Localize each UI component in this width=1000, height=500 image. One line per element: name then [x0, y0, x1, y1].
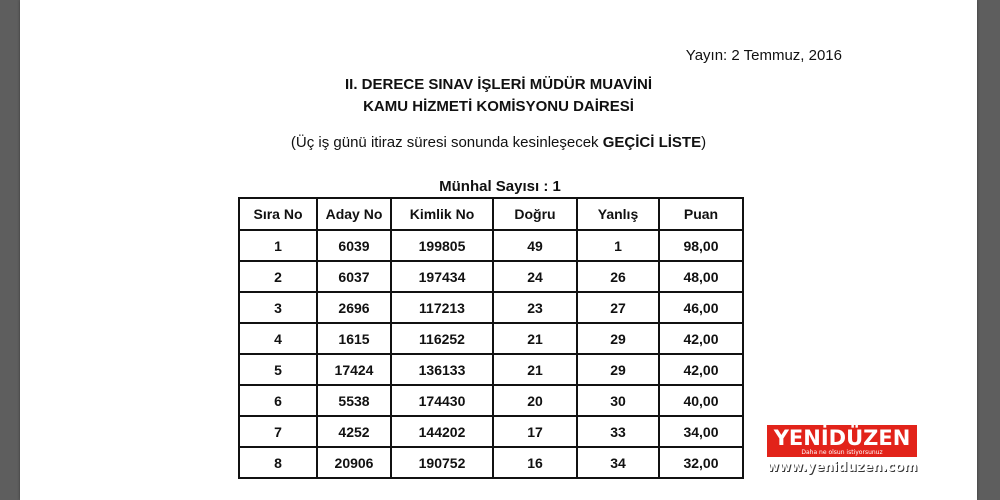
- table-row: [239, 385, 743, 416]
- cell-kimlik-no: 199805: [391, 230, 493, 261]
- cell-puan: 32,00: [659, 447, 743, 478]
- cell-aday-no: 20906: [317, 447, 391, 478]
- cell-kimlik-no: 144202: [391, 416, 493, 447]
- cell-yanlis: 26: [577, 261, 659, 292]
- cell-dogru: 20: [493, 385, 577, 416]
- cell-dogru: 16: [493, 447, 577, 478]
- cell-yanlis: 29: [577, 323, 659, 354]
- cell-aday-no: 4252: [317, 416, 391, 447]
- cell-sira-no: 3: [239, 292, 317, 323]
- cell-sira-no: 5: [239, 354, 317, 385]
- cell-kimlik-no: 190752: [391, 447, 493, 478]
- cell-yanlis: 33: [577, 416, 659, 447]
- logo-name: YENİDÜZEN: [773, 425, 911, 450]
- cell-sira-no: 1: [239, 230, 317, 261]
- cell-sira-no: 6: [239, 385, 317, 416]
- table-row: [239, 354, 743, 385]
- table-caption: Münhal Sayısı : 1: [439, 178, 561, 195]
- cell-dogru: 49: [493, 230, 577, 261]
- cell-sira-no: 7: [239, 416, 317, 447]
- cell-puan: 48,00: [659, 261, 743, 292]
- header-aday-no: Aday No: [317, 198, 391, 230]
- cell-kimlik-no: 197434: [391, 261, 493, 292]
- publication-date: Yayın: 2 Temmuz, 2016: [685, 47, 842, 64]
- cell-kimlik-no: 117213: [391, 292, 493, 323]
- document-title-line1: II. DERECE SINAV İŞLERİ MÜDÜR MUAVİNİ: [345, 76, 652, 93]
- cell-sira-no: 4: [239, 323, 317, 354]
- header-yanlis: Yanlış: [577, 198, 659, 230]
- cell-yanlis: 27: [577, 292, 659, 323]
- cell-yanlis: 29: [577, 354, 659, 385]
- cell-dogru: 23: [493, 292, 577, 323]
- cell-kimlik-no: 116252: [391, 323, 493, 354]
- cell-aday-no: 17424: [317, 354, 391, 385]
- table-row: [239, 416, 743, 447]
- header-puan: Puan: [659, 198, 743, 230]
- header-kimlik-no: Kimlik No: [391, 198, 493, 230]
- table-row: [239, 261, 743, 292]
- logo-tagline: Daha ne olsun istiyorsunuz: [801, 448, 883, 456]
- cell-dogru: 21: [493, 354, 577, 385]
- cell-aday-no: 6039: [317, 230, 391, 261]
- table-row: [239, 230, 743, 261]
- cell-puan: 34,00: [659, 416, 743, 447]
- cell-puan: 98,00: [659, 230, 743, 261]
- table-header-row: [239, 198, 743, 230]
- cell-aday-no: 2696: [317, 292, 391, 323]
- note-close: ): [701, 134, 707, 151]
- cell-yanlis: 1: [577, 230, 659, 261]
- table-row: [239, 447, 743, 478]
- cell-puan: 46,00: [659, 292, 743, 323]
- cell-dogru: 24: [493, 261, 577, 292]
- cell-puan: 40,00: [659, 385, 743, 416]
- results-table: [238, 197, 744, 479]
- cell-aday-no: 5538: [317, 385, 391, 416]
- cell-yanlis: 34: [577, 447, 659, 478]
- cell-yanlis: 30: [577, 385, 659, 416]
- cell-sira-no: 8: [239, 447, 317, 478]
- cell-kimlik-no: 136133: [391, 354, 493, 385]
- document-title-line2: KAMU HİZMETİ KOMİSYONU DAİRESİ: [363, 98, 634, 115]
- cell-aday-no: 6037: [317, 261, 391, 292]
- cell-puan: 42,00: [659, 323, 743, 354]
- cell-dogru: 21: [493, 323, 577, 354]
- header-sira-no: Sıra No: [239, 198, 317, 230]
- logo-url: www.yeniduzen.com: [767, 460, 918, 475]
- cell-dogru: 17: [493, 416, 577, 447]
- yeniduzen-watermark: [767, 425, 917, 477]
- note-open: (Üç iş günü itiraz süresi sonunda kesinleşecek: [290, 134, 603, 151]
- cell-puan: 42,00: [659, 354, 743, 385]
- yeniduzen-logo: [767, 425, 917, 457]
- header-dogru: Doğru: [493, 198, 577, 230]
- cell-aday-no: 1615: [317, 323, 391, 354]
- cell-kimlik-no: 174430: [391, 385, 493, 416]
- note-bold: GEÇİCİ LİSTE: [602, 134, 702, 151]
- provisional-list-note: [20, 134, 977, 151]
- table-row: [239, 292, 743, 323]
- cell-sira-no: 2: [239, 261, 317, 292]
- table-row: [239, 323, 743, 354]
